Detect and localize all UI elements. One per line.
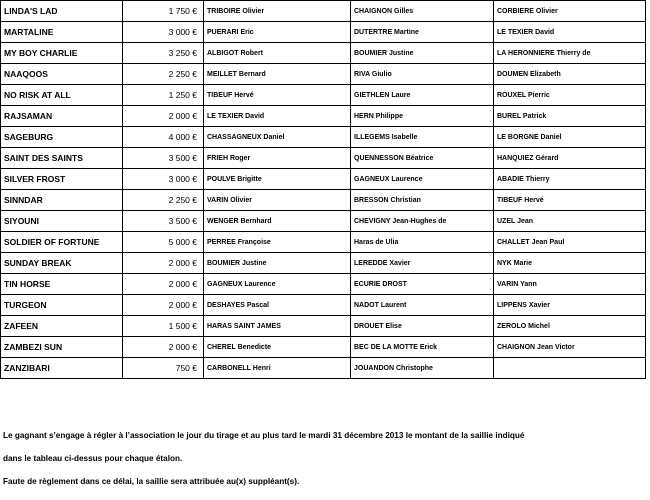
table-row xyxy=(1,22,646,43)
table-row xyxy=(1,106,646,127)
second-substitute-cell: LE TEXIER David xyxy=(494,22,646,43)
second-substitute-cell: ABADIE Thierry xyxy=(494,169,646,190)
price-cell: 2 000 € xyxy=(123,274,204,295)
second-substitute-cell: CORBIERE Olivier xyxy=(494,1,646,22)
price-cell: 1 250 € xyxy=(123,85,204,106)
table-row xyxy=(1,190,646,211)
horse-name-cell: MY BOY CHARLIE xyxy=(1,43,123,64)
first-substitute-cell: LEREDDE Xavier xyxy=(351,253,494,274)
second-substitute-cell: VARIN Yann xyxy=(494,274,646,295)
price-cell: 3 000 € xyxy=(123,22,204,43)
first-substitute-cell: ECURIE DROST xyxy=(351,274,494,295)
price-cell: 5 000 € xyxy=(123,232,204,253)
price-cell: 2 000 € xyxy=(123,106,204,127)
second-substitute-cell: BUREL Patrick xyxy=(494,106,646,127)
winner-cell: MEILLET Bernard xyxy=(204,64,351,85)
horse-name-cell: SOLDIER OF FORTUNE xyxy=(1,232,123,253)
note-line-1: Le gagnant s’engage à régler à l’association le jour du tirage et au plus tard le mardi 31 décembre 2013 le montant de la saillie indiqué xyxy=(3,431,525,440)
horse-name-cell: SUNDAY BREAK xyxy=(1,253,123,274)
first-substitute-cell: GIETHLEN Laure xyxy=(351,85,494,106)
winner-cell: BOUMIER Justine xyxy=(204,253,351,274)
horse-name-cell: SAINT DES SAINTS xyxy=(1,148,123,169)
winner-cell: WENGER Bernhard xyxy=(204,211,351,232)
first-substitute-cell: CHEVIGNY Jean-Hughes de xyxy=(351,211,494,232)
table-row xyxy=(1,211,646,232)
second-substitute-cell: ROUXEL Pierric xyxy=(494,85,646,106)
winner-cell: LE TEXIER David xyxy=(204,106,351,127)
table-row xyxy=(1,358,646,379)
second-substitute-cell xyxy=(494,358,646,379)
winner-cell: FRIEH Roger xyxy=(204,148,351,169)
price-cell: 3 250 € xyxy=(123,43,204,64)
first-substitute-cell: QUENNESSON Béatrice xyxy=(351,148,494,169)
horse-name-cell: RAJSAMAN xyxy=(1,106,123,127)
horse-name-cell: MARTALINE xyxy=(1,22,123,43)
rules-notes xyxy=(3,431,524,500)
price-cell: 2 250 € xyxy=(123,64,204,85)
horse-name-cell: SILVER FROST xyxy=(1,169,123,190)
price-cell: 2 000 € xyxy=(123,253,204,274)
table-row xyxy=(1,316,646,337)
winner-cell: DESHAYES Pascal xyxy=(204,295,351,316)
first-substitute-cell: DUTERTRE Martine xyxy=(351,22,494,43)
price-cell: 2 250 € xyxy=(123,190,204,211)
winner-cell: PERREE Françoise xyxy=(204,232,351,253)
table-row xyxy=(1,85,646,106)
first-substitute-cell: Haras de Ulia xyxy=(351,232,494,253)
horse-name-cell: TURGEON xyxy=(1,295,123,316)
second-substitute-cell: HANQUIEZ Gérard xyxy=(494,148,646,169)
first-substitute-cell: DROUET Elise xyxy=(351,316,494,337)
winner-cell: POULVE Brigitte xyxy=(204,169,351,190)
table-row xyxy=(1,169,646,190)
second-substitute-cell: LA HERONNIERE Thierry de xyxy=(494,43,646,64)
first-substitute-cell: CHAIGNON Gilles xyxy=(351,1,494,22)
winner-cell: TRIBOIRE Olivier xyxy=(204,1,351,22)
second-substitute-cell: ZEROLO Michel xyxy=(494,316,646,337)
price-cell: 3 500 € xyxy=(123,211,204,232)
horse-name-cell: SAGEBURG xyxy=(1,127,123,148)
horse-name-cell: TIN HORSE xyxy=(1,274,123,295)
table-row xyxy=(1,337,646,358)
stallion-table-body xyxy=(1,1,646,379)
note-line-3: Faute de règlement dans ce délai, la saillie sera attribuée au(x) suppléant(s). xyxy=(3,477,300,486)
price-cell: 3 000 € xyxy=(123,169,204,190)
winner-cell: PUERARI Eric xyxy=(204,22,351,43)
price-cell: 2 000 € xyxy=(123,337,204,358)
price-cell: 3 500 € xyxy=(123,148,204,169)
first-substitute-cell: RIVA Giulio xyxy=(351,64,494,85)
first-substitute-cell: BOUMIER Justine xyxy=(351,43,494,64)
second-substitute-cell: LIPPENS Xavier xyxy=(494,295,646,316)
horse-name-cell: NAAQOOS xyxy=(1,64,123,85)
table-row xyxy=(1,148,646,169)
table-row xyxy=(1,127,646,148)
first-substitute-cell: HERN Philippe xyxy=(351,106,494,127)
first-substitute-cell: BRESSON Christian xyxy=(351,190,494,211)
table-row xyxy=(1,232,646,253)
table-row xyxy=(1,43,646,64)
table-row xyxy=(1,295,646,316)
winner-cell: CHASSAGNEUX Daniel xyxy=(204,127,351,148)
price-cell: 1 500 € xyxy=(123,316,204,337)
winner-cell: HARAS SAINT JAMES xyxy=(204,316,351,337)
second-substitute-cell: CHAIGNON Jean Victor xyxy=(494,337,646,358)
first-substitute-cell: NADOT Laurent xyxy=(351,295,494,316)
price-cell: 2 000 € xyxy=(123,295,204,316)
horse-name-cell: ZANZIBARI xyxy=(1,358,123,379)
winner-cell: ALBIGOT Robert xyxy=(204,43,351,64)
second-substitute-cell: LE BORGNE Daniel xyxy=(494,127,646,148)
second-substitute-cell: UZEL Jean xyxy=(494,211,646,232)
winner-cell: TIBEUF Hervé xyxy=(204,85,351,106)
first-substitute-cell: GAGNEUX Laurence xyxy=(351,169,494,190)
winner-cell: VARIN Olivier xyxy=(204,190,351,211)
winner-cell: CARBONELL Henri xyxy=(204,358,351,379)
table-row xyxy=(1,253,646,274)
winner-cell: GAGNEUX Laurence xyxy=(204,274,351,295)
price-cell: 4 000 € xyxy=(123,127,204,148)
horse-name-cell: SIYOUNI xyxy=(1,211,123,232)
horse-name-cell: ZAMBEZI SUN xyxy=(1,337,123,358)
table-row xyxy=(1,1,646,22)
note-line-2: dans le tableau ci-dessus pour chaque étalon. xyxy=(3,454,183,463)
winner-cell: CHEREL Benedicte xyxy=(204,337,351,358)
horse-name-cell: SINNDAR xyxy=(1,190,123,211)
horse-name-cell: LINDA'S LAD xyxy=(1,1,123,22)
table-row xyxy=(1,274,646,295)
second-substitute-cell: DOUMEN Elizabeth xyxy=(494,64,646,85)
first-substitute-cell: BEC DE LA MOTTE Erick xyxy=(351,337,494,358)
first-substitute-cell: JOUANDON Christophe xyxy=(351,358,494,379)
horse-name-cell: ZAFEEN xyxy=(1,316,123,337)
first-substitute-cell: ILLEGEMS Isabelle xyxy=(351,127,494,148)
second-substitute-cell: NYK Marie xyxy=(494,253,646,274)
price-cell: 1 750 € xyxy=(123,1,204,22)
second-substitute-cell: TIBEUF Hervé xyxy=(494,190,646,211)
price-cell: 750 € xyxy=(123,358,204,379)
horse-name-cell: NO RISK AT ALL xyxy=(1,85,123,106)
second-substitute-cell: CHALLET Jean Paul xyxy=(494,232,646,253)
table-row xyxy=(1,64,646,85)
